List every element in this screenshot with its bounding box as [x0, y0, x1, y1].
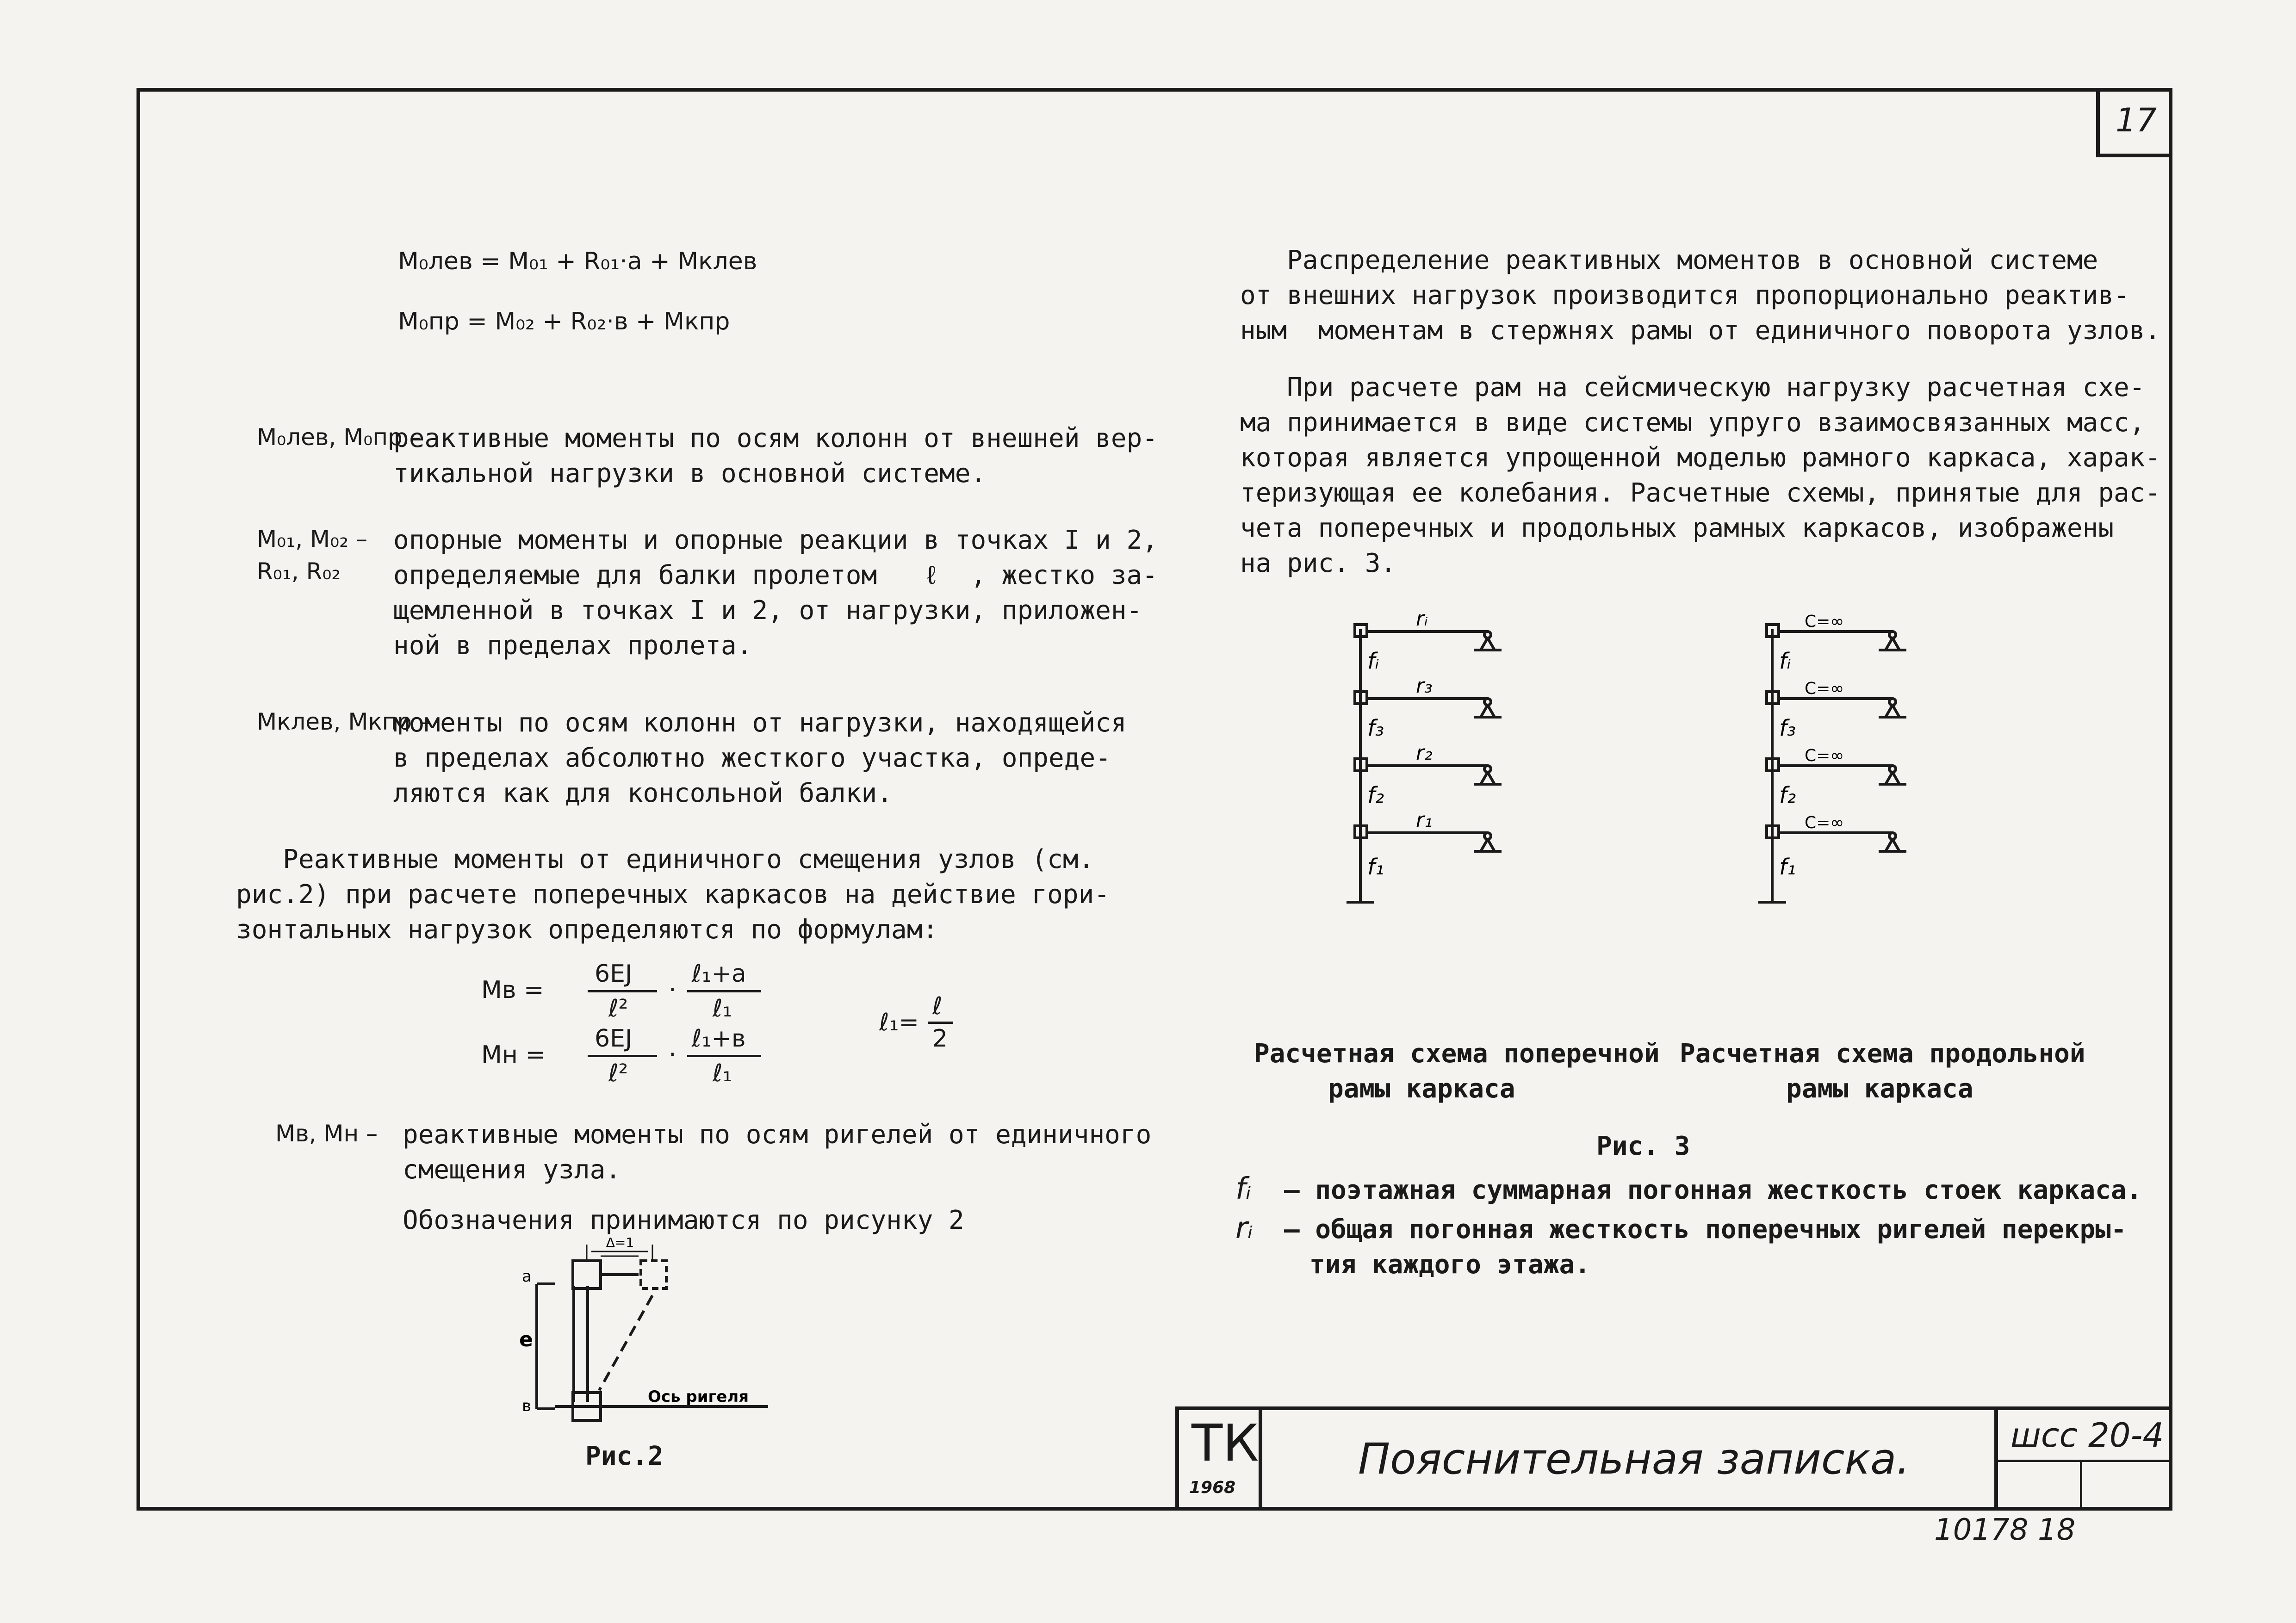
- stamp-tk: ТК: [1191, 1413, 1259, 1473]
- r-label-3: r₃: [1416, 674, 1433, 698]
- right-p1-line2: от внешних нагрузок производится пропорционально реактив-: [1240, 280, 2129, 310]
- scheme-transverse: [1333, 606, 1527, 921]
- def2-line1: опорные моменты и опорные реакции в точках I и 2,: [393, 525, 1158, 555]
- legend2-symbol: rᵢ: [1235, 1211, 1253, 1245]
- page-number: 17: [2096, 88, 2172, 157]
- right-p1-line3: ным моментам в стержнях рамы от единичного поворота узлов.: [1240, 316, 2161, 346]
- def3-symbol: Mклев, Mкпр –: [257, 708, 431, 735]
- dot1: ·: [669, 976, 676, 1004]
- def3-line3: ляются как для консольной балки.: [393, 778, 893, 808]
- right-p2-line5: чета поперечных и продольных рамных каркасов, изображены: [1240, 513, 2114, 543]
- def2-symbol2: R₀₁, R₀₂: [257, 558, 341, 585]
- c-label-3: C=∞: [1805, 746, 1844, 765]
- frac3-den: ℓ²: [608, 1059, 628, 1087]
- stamp-divider-2: [1994, 1406, 1998, 1511]
- fig2-delta: Δ=1: [606, 1235, 634, 1250]
- legend2-line2: тия каждого этажа.: [1309, 1250, 1590, 1280]
- c-label-4: C=∞: [1805, 813, 1844, 832]
- frac3-num: 6EJ: [595, 1025, 633, 1053]
- stamp-left-border: [1175, 1406, 1179, 1511]
- def3-line2: в пределах абсолютно жесткого участка, опреде-: [393, 743, 1111, 773]
- def1-symbol: M₀лев, M₀пр –: [257, 424, 422, 451]
- r-label-i: rᵢ: [1416, 607, 1428, 631]
- f-label-2: f₂: [1367, 782, 1384, 808]
- def4-symbol: Mв, Mн –: [275, 1120, 378, 1147]
- def2-line3: щемленной в точках I и 2, от нагрузки, приложен-: [393, 595, 1142, 626]
- frac2-num: ℓ₁+a: [692, 960, 746, 988]
- right-p2-line6: на рис. 3.: [1240, 548, 1396, 578]
- c-label-1: C=∞: [1805, 612, 1844, 631]
- frac1-den: ℓ²: [608, 995, 628, 1022]
- mb-lhs: Mв =: [481, 976, 544, 1004]
- para1-line1: Реактивные моменты от единичного смещения узлов (см.: [236, 844, 1094, 874]
- note: Обозначения принимаются по рисунку 2: [403, 1205, 964, 1235]
- def2-line4: ной в пределах пролета.: [393, 631, 752, 661]
- frac4-num: ℓ₁+в: [692, 1025, 746, 1053]
- caption-transverse-2: рамы каркаса: [1328, 1074, 1515, 1104]
- fig2-caption: Рис.2: [585, 1441, 664, 1471]
- para1-line3: зонтальных нагрузок определяются по формулам:: [236, 915, 938, 945]
- equation-1: M₀лев = M₀₁ + R₀₁·a + Mклев: [398, 248, 757, 275]
- right-p1-line1: Распределение реактивных моментов в основной системе: [1240, 245, 2098, 275]
- fig2-a: a: [522, 1267, 532, 1286]
- def3-line1: моменты по осям колонн от нагрузки, находящейся: [393, 708, 1127, 738]
- l1-num: ℓ: [932, 992, 943, 1020]
- caption-longitudinal-1: Расчетная схема продольной: [1680, 1039, 2085, 1069]
- fig3-caption: Рис. 3: [1596, 1131, 1690, 1161]
- f-label-1: f₁: [1367, 854, 1384, 880]
- l1-lhs: ℓ₁=: [879, 1009, 919, 1036]
- right-p2-line2: ма принимается в виде системы упруго взаимосвязанных масс,: [1240, 408, 2145, 438]
- legend1-symbol: fᵢ: [1235, 1172, 1251, 1206]
- scheme-longitudinal: [1744, 606, 1930, 921]
- def4-line2: смещения узла.: [403, 1155, 621, 1185]
- caption-transverse-1: Расчетная схема поперечной: [1254, 1039, 1660, 1069]
- legend2-line1: – общая погонная жесткость поперечных ригелей перекры-: [1284, 1214, 2127, 1245]
- stamp-title: Пояснительная записка.: [1358, 1434, 1910, 1484]
- stamp-year: 1968: [1189, 1478, 1236, 1497]
- equation-2: M₀пр = M₀₂ + R₀₂·в + Mкпр: [398, 308, 730, 335]
- right-p2-line1: При расчете рам на сейсмическую нагрузку расчетная схе-: [1240, 372, 2145, 403]
- mh-lhs: Mн =: [481, 1041, 546, 1069]
- f-label-r-i: fᵢ: [1779, 648, 1791, 674]
- f-label-3: f₃: [1367, 715, 1384, 741]
- f-label-r-2: f₂: [1779, 782, 1796, 808]
- def4-line1: реактивные моменты по осям ригелей от единичного: [403, 1120, 1152, 1150]
- stamp-divider-1: [1259, 1406, 1262, 1511]
- frac2-den: ℓ₁: [713, 995, 732, 1022]
- frac1-num: 6EJ: [595, 960, 633, 988]
- right-p2-line4: теризующая ее колебания. Расчетные схемы, принятые для рас-: [1240, 478, 2161, 508]
- fig2-b: в: [522, 1397, 532, 1415]
- def1-line2: тикальной нагрузки в основной системе.: [393, 458, 987, 489]
- l1-den: 2: [932, 1025, 948, 1053]
- stamp-code-underline: [1994, 1460, 2172, 1462]
- right-p2-line3: которая является упрощенной моделью рамного каркаса, харак-: [1240, 443, 2161, 473]
- stamp-small-divider: [2080, 1460, 2082, 1511]
- f-label-i: fᵢ: [1367, 648, 1379, 674]
- frac4-den: ℓ₁: [713, 1059, 732, 1087]
- stamp-footer: 10178 18: [1934, 1513, 2076, 1547]
- dot2: ·: [669, 1041, 676, 1069]
- stamp-code: шсс 20-4: [2011, 1416, 2164, 1455]
- f-label-r-3: f₃: [1779, 715, 1796, 741]
- def2-symbol1: M₀₁, M₀₂ –: [257, 526, 368, 552]
- def2-line2: определяемые для балки пролетом ℓ , жестко за-: [393, 560, 1158, 590]
- caption-longitudinal-2: рамы каркаса: [1786, 1074, 1973, 1104]
- c-label-2: C=∞: [1805, 679, 1844, 698]
- r-label-1: r₁: [1416, 808, 1433, 832]
- def1-line1: реактивные моменты по осям колонн от внешней вер-: [393, 423, 1158, 453]
- stamp-top-border: [1175, 1406, 2172, 1410]
- r-label-2: r₂: [1416, 741, 1433, 765]
- legend1-text: – поэтажная суммарная погонная жесткость стоек каркаса.: [1284, 1175, 2142, 1205]
- para1-line2: рис.2) при расчете поперечных каркасов на действие гори-: [236, 880, 1110, 910]
- fig2-e: e: [519, 1328, 533, 1351]
- figure-2: [509, 1231, 796, 1443]
- fig2-axis-label: Ось ригеля: [648, 1388, 749, 1406]
- f-label-r-1: f₁: [1779, 854, 1796, 880]
